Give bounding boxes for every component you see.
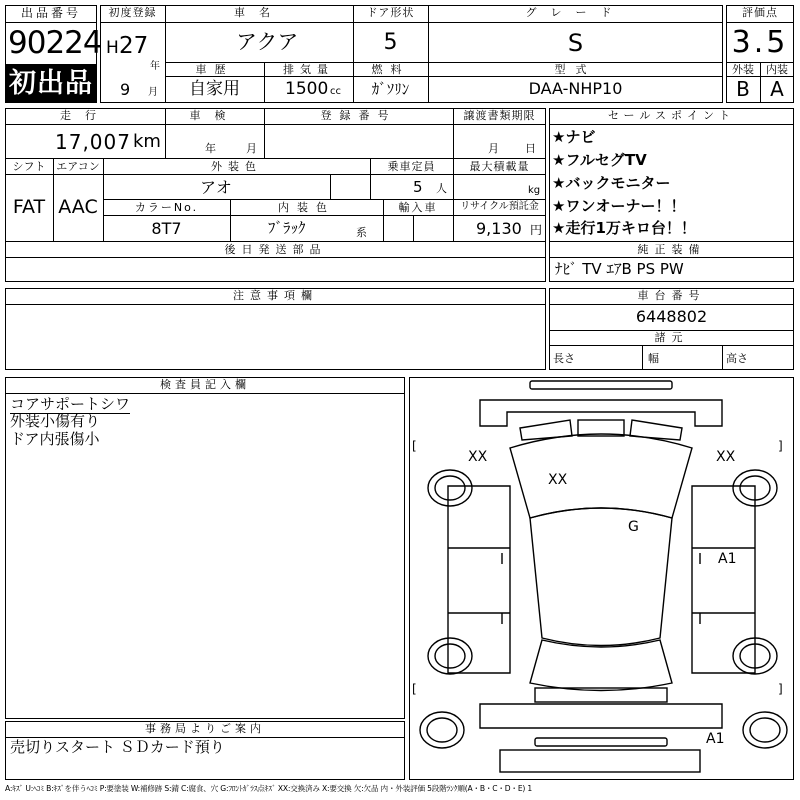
aircon-label: エアコン — [56, 160, 100, 173]
damage-mark-a1-rear: A1 — [706, 731, 725, 747]
fuel: ｶﾞｿﾘﾝ — [371, 80, 410, 98]
max-load-label: 最大積載量 — [469, 160, 530, 173]
door-count: 5 — [383, 30, 398, 55]
grade-label: グレード — [525, 6, 626, 19]
trunk-floor — [500, 750, 700, 772]
door-type-label: ドア形状 — [366, 6, 415, 19]
grade: S — [567, 29, 584, 57]
history-label: 車歴 — [195, 63, 234, 76]
car-name-label: 車名 — [234, 6, 284, 19]
first-reg-label: 初度登録 — [108, 6, 157, 19]
later-parts-label: 後日発送部品 — [224, 243, 327, 256]
shift-label: シフト — [12, 160, 46, 173]
shift: FAT — [12, 196, 46, 218]
front-bumper — [530, 381, 672, 389]
mileage: 17,007 — [55, 130, 131, 154]
roof — [530, 508, 672, 646]
headlight-right — [630, 420, 682, 440]
lot-number: 90224 — [8, 25, 102, 61]
cc-unit: cc — [330, 86, 341, 97]
displacement: 1500 — [285, 79, 329, 99]
sales-point-1: ★ナビ — [552, 128, 596, 146]
front-panel — [480, 400, 722, 426]
equipment-title: 純正装備 — [637, 243, 706, 256]
legend: A:ｷｽﾞ U:ﾍｺﾐ B:ｷｽﾞを伴うﾍｺﾐ P:要塗装 W:補修跡 S:錆 C:腐食、穴 G:ﾌﾛﾝﾄｶﾞﾗｽ点ｷｽﾞ XX:交換済み X:要交換 欠:欠品 内・外装評価 5段階ﾗﾝｸ順(A・B・C・D・E) 1 — [5, 784, 533, 793]
inspector-title: 検査員記入欄 — [160, 378, 250, 391]
reg-month: 9 — [120, 80, 131, 99]
sales-point-5: ★走行1万キロ台！！ — [552, 219, 696, 237]
reg-year: 27 — [119, 33, 149, 59]
inspector-line-3: ドア内張傷小 — [10, 430, 100, 448]
equipment: ﾅﾋﾞ TV ｴｱB PS PW — [555, 260, 684, 278]
exterior-color: アオ — [200, 178, 232, 197]
color-no: 8T7 — [151, 219, 182, 238]
damage-mark-xx-front-right: XX — [716, 449, 736, 465]
exterior-color-label: 外装色 — [211, 160, 262, 173]
office-notice: 売切りスタート ＳＤカード預り — [10, 738, 225, 756]
inspection-label: 車検 — [189, 109, 240, 122]
interior-color-label: 内装色 — [278, 201, 335, 214]
import-label: 輸入車 — [398, 201, 438, 214]
month-unit: 月 — [148, 87, 158, 98]
car-name: アクア — [236, 30, 299, 54]
inspection-year-unit: 年 — [205, 142, 216, 155]
damage-mark-xx-windshield: XX — [548, 472, 568, 488]
model-code-label: 型式 — [554, 63, 597, 76]
capacity-label: 乗車定員 — [387, 160, 436, 173]
office-title: 事務局よりご案内 — [145, 722, 265, 735]
year-unit: 年 — [150, 61, 160, 72]
displacement-label: 排気量 — [283, 63, 334, 76]
side-right — [692, 486, 755, 673]
windshield — [510, 434, 692, 518]
model-code: DAA-NHP10 — [528, 79, 623, 98]
aircon: AAC — [58, 196, 98, 218]
rear-window — [530, 640, 672, 691]
score-label: 評価点 — [742, 6, 778, 19]
notes-title: 注意事項欄 — [233, 289, 318, 302]
interior-label: 内装 — [766, 63, 788, 76]
reg-number-label: 登録番号 — [320, 109, 397, 122]
length-label: 長さ — [553, 352, 575, 365]
transfer-month-unit: 月 — [488, 142, 499, 155]
interior-grade: A — [770, 77, 784, 101]
inspector-line-2: 外装小傷有り — [10, 412, 101, 430]
dims-title: 諸元 — [654, 331, 689, 344]
interior-color: ﾌﾞﾗｯｸ — [268, 219, 306, 237]
rear-bumper — [535, 738, 667, 746]
load-unit: kg — [528, 185, 541, 196]
transfer-day-unit: 日 — [525, 142, 536, 155]
lot-number-label: 出品番号 — [20, 6, 81, 20]
damage-mark-a1-right-door: A1 — [718, 551, 737, 567]
sales-point-2: ★フルセグTV — [552, 151, 647, 169]
exterior-grade: B — [736, 77, 750, 101]
diagram-bracket-2: ] — [778, 439, 783, 453]
era: H — [106, 38, 119, 58]
height-label: 高さ — [726, 352, 748, 365]
sales-points-title: セールスポイント — [607, 109, 735, 122]
capacity: 5 — [413, 178, 423, 196]
exterior-label: 外装 — [732, 63, 754, 76]
diagram-bracket-1: [ — [412, 439, 417, 453]
chassis-number: 6448802 — [635, 307, 708, 326]
damage-mark-xx-front-left: XX — [468, 449, 488, 465]
sales-point-3: ★バックモニター — [552, 174, 671, 192]
chassis-title: 車台番号 — [637, 289, 706, 302]
score: 3.5 — [731, 25, 789, 60]
history: 自家用 — [189, 79, 240, 99]
transfer-deadline-label: 譲渡書類期限 — [463, 109, 536, 122]
rear-panel — [480, 704, 722, 728]
mileage-unit: km — [133, 131, 161, 152]
interior-color-unit: 系 — [356, 226, 367, 239]
recycle-label: リサイクル預託金 — [460, 201, 539, 212]
color-no-label: カラーNo. — [134, 201, 199, 214]
inspector-line-1: コアサポートシワ — [10, 395, 131, 413]
diagram-bracket-4: ] — [778, 682, 783, 696]
damage-mark-g: G — [628, 519, 639, 535]
width-label: 幅 — [648, 352, 659, 365]
sales-point-4: ★ワンオーナー！！ — [552, 197, 686, 215]
headlight-left — [520, 420, 572, 440]
inspection-month-unit: 月 — [246, 142, 257, 155]
fuel-label: 燃料 — [371, 63, 410, 76]
first-listing-badge: 初出品 — [5, 64, 97, 103]
diagram-bracket-3: [ — [412, 682, 417, 696]
car-diagram — [410, 378, 793, 779]
recycle-unit: 円 — [530, 223, 543, 237]
capacity-unit: 人 — [436, 182, 447, 195]
recycle-fee: 9,130 — [476, 219, 522, 238]
mileage-label: 走行 — [60, 109, 110, 122]
